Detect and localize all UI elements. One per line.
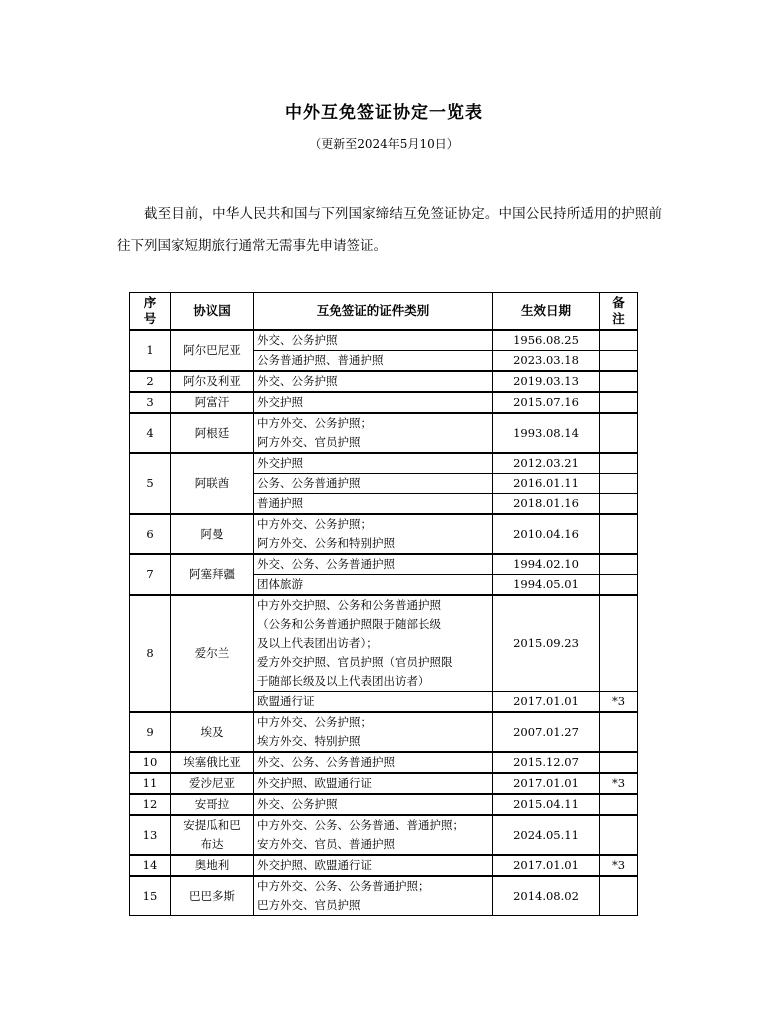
document-type-line: 外交、公务护照 <box>257 797 338 811</box>
effective-date: 2017.01.01 <box>493 855 600 876</box>
effective-date: 1994.02.10 <box>493 554 600 575</box>
row-number: 9 <box>130 712 171 752</box>
table-row <box>130 712 638 752</box>
document-types <box>254 712 493 752</box>
country-name-line: 布达 <box>200 837 224 851</box>
document-type-line: 于随部长级及以上代表团出访者） <box>257 674 430 688</box>
effective-date: 1993.08.14 <box>493 413 600 453</box>
effective-date: 2016.01.11 <box>493 474 600 494</box>
table-row <box>130 554 638 575</box>
header-doc-types: 互免签证的证件类别 <box>254 293 493 331</box>
table-row <box>130 595 638 692</box>
effective-date: 1956.08.25 <box>493 330 600 351</box>
table-row <box>130 773 638 794</box>
row-number: 12 <box>130 794 171 815</box>
document-types <box>254 773 493 794</box>
document-type-line: 中方外交、公务护照； <box>257 416 372 430</box>
note <box>600 351 638 372</box>
effective-date: 2015.09.23 <box>493 595 600 692</box>
document-types <box>254 453 493 474</box>
page-title: 中外互免签证协定一览表 <box>285 103 483 123</box>
row-number: 13 <box>130 815 171 855</box>
note <box>600 712 638 752</box>
country-name: 埃塞俄比亚 <box>171 752 254 773</box>
note <box>600 794 638 815</box>
note <box>600 876 638 916</box>
document-type-line: 外交、公务护照 <box>257 374 338 388</box>
effective-date: 2015.04.11 <box>493 794 600 815</box>
row-number: 3 <box>130 392 171 413</box>
row-number: 2 <box>130 371 171 392</box>
country-name: 阿联酋 <box>171 453 254 514</box>
document-type-line: 埃方外交、特别护照 <box>257 734 361 748</box>
document-types <box>254 351 493 372</box>
note <box>600 554 638 575</box>
document-type-line: 公务、公务普通护照 <box>257 476 361 490</box>
document-type-line: 团体旅游 <box>257 577 303 591</box>
row-number: 6 <box>130 514 171 554</box>
document-type-line: （公务和公务普通护照限于随部长级 <box>257 617 441 631</box>
update-date: （更新至2024年5月10日） <box>309 137 459 151</box>
table-row <box>130 514 638 554</box>
intro-text: 截至目前，中华人民共和国与下列国家缔结互免签证协定。中国公民持所适用的护照前往下列国家短期旅行通常无需事先申请签证。 <box>117 206 662 254</box>
note <box>600 494 638 515</box>
effective-date: 2012.03.21 <box>493 453 600 474</box>
header-no-line1: 序 <box>143 295 157 310</box>
document-types <box>254 595 493 692</box>
table-row <box>130 330 638 351</box>
note <box>600 413 638 453</box>
row-number: 15 <box>130 876 171 916</box>
country-name: 爱沙尼亚 <box>171 773 254 794</box>
table-row <box>130 453 638 474</box>
effective-date: 2017.01.01 <box>493 692 600 713</box>
country-name-line: 安提瓜和巴 <box>183 818 241 832</box>
note <box>600 453 638 474</box>
row-number: 10 <box>130 752 171 773</box>
document-type-line: 中方外交、公务护照； <box>257 715 372 729</box>
country-name: 阿尔及利亚 <box>171 371 254 392</box>
document-type-line: 阿方外交、公务和特别护照 <box>257 536 395 550</box>
effective-date: 2015.12.07 <box>493 752 600 773</box>
intro-paragraph <box>117 198 662 262</box>
document-types <box>254 794 493 815</box>
row-number: 14 <box>130 855 171 876</box>
note <box>600 392 638 413</box>
document-types <box>254 575 493 596</box>
document-type-line: 外交护照 <box>257 456 303 470</box>
document-types <box>254 855 493 876</box>
document-types <box>254 494 493 515</box>
note <box>600 595 638 692</box>
table-header-row <box>130 293 638 331</box>
table-row <box>130 392 638 413</box>
document-type-line: 中方外交护照、公务和公务普通护照 <box>257 598 441 612</box>
row-number: 4 <box>130 413 171 453</box>
note: *3 <box>600 773 638 794</box>
note: *3 <box>600 855 638 876</box>
note <box>600 371 638 392</box>
effective-date: 2017.01.01 <box>493 773 600 794</box>
document-type-line: 外交、公务、公务普通护照 <box>257 755 395 769</box>
document-type-line: 普通护照 <box>257 496 303 510</box>
document-types <box>254 330 493 351</box>
effective-date: 2014.08.02 <box>493 876 600 916</box>
country-name: 阿富汗 <box>171 392 254 413</box>
country-name <box>171 815 254 855</box>
note <box>600 575 638 596</box>
table-row <box>130 413 638 453</box>
document-type-line: 欧盟通行证 <box>257 694 315 708</box>
note <box>600 330 638 351</box>
row-number: 8 <box>130 595 171 712</box>
document-type-line: 安方外交、官员、普通护照 <box>257 837 395 851</box>
header-note-line2: 注 <box>612 311 625 326</box>
effective-date: 2018.01.16 <box>493 494 600 515</box>
effective-date: 2007.01.27 <box>493 712 600 752</box>
document-type-line: 公务普通护照、普通护照 <box>257 353 384 367</box>
document-types <box>254 474 493 494</box>
document-type-line: 中方外交、公务护照； <box>257 517 372 531</box>
document-type-line: 阿方外交、官员护照 <box>257 435 361 449</box>
table-row <box>130 794 638 815</box>
header-effective-date: 生效日期 <box>493 293 600 331</box>
document-type-line: 外交护照、欧盟通行证 <box>257 776 372 790</box>
table-row <box>130 815 638 855</box>
header-note-line1: 备 <box>612 295 625 310</box>
header-no-line2: 号 <box>143 311 157 326</box>
note <box>600 815 638 855</box>
country-name: 阿曼 <box>171 514 254 554</box>
country-name: 埃及 <box>171 712 254 752</box>
country-name: 安哥拉 <box>171 794 254 815</box>
effective-date: 2019.03.13 <box>493 371 600 392</box>
country-name: 阿尔巴尼亚 <box>171 330 254 371</box>
country-name: 巴巴多斯 <box>171 876 254 916</box>
document-types <box>254 413 493 453</box>
document-types <box>254 392 493 413</box>
document-types <box>254 371 493 392</box>
effective-date: 2015.07.16 <box>493 392 600 413</box>
note: *3 <box>600 692 638 713</box>
document-type-line: 爱方外交护照、官员护照（官员护照限 <box>257 655 453 669</box>
document-type-line: 巴方外交、官员护照 <box>257 898 361 912</box>
document-type-line: 中方外交、公务、公务普通护照； <box>257 879 430 893</box>
document-type-line: 外交护照、欧盟通行证 <box>257 858 372 872</box>
table-row <box>130 371 638 392</box>
note <box>600 752 638 773</box>
document-type-line: 外交护照 <box>257 395 303 409</box>
document-types <box>254 876 493 916</box>
document-type-line: 外交、公务、公务普通护照 <box>257 557 395 571</box>
document-types <box>254 554 493 575</box>
country-name: 阿根廷 <box>171 413 254 453</box>
note <box>600 474 638 494</box>
document-types <box>254 752 493 773</box>
country-name: 阿塞拜疆 <box>171 554 254 595</box>
document-type-line: 外交、公务护照 <box>257 333 338 347</box>
header-note <box>600 293 638 331</box>
effective-date: 2023.03.18 <box>493 351 600 372</box>
document-types <box>254 514 493 554</box>
table-row <box>130 876 638 916</box>
country-name: 奥地利 <box>171 855 254 876</box>
table-row <box>130 752 638 773</box>
effective-date: 2024.05.11 <box>493 815 600 855</box>
table-body <box>130 330 638 916</box>
row-number: 1 <box>130 330 171 371</box>
header-no <box>130 293 171 331</box>
visa-agreement-table <box>129 292 638 916</box>
row-number: 7 <box>130 554 171 595</box>
document-types <box>254 692 493 713</box>
header-country: 协议国 <box>171 293 254 331</box>
effective-date: 2010.04.16 <box>493 514 600 554</box>
document-type-line: 中方外交、公务、公务普通、普通护照； <box>257 818 464 832</box>
document-types <box>254 815 493 855</box>
country-name: 爱尔兰 <box>171 595 254 712</box>
effective-date: 1994.05.01 <box>493 575 600 596</box>
document-type-line: 及以上代表团出访者）； <box>257 636 378 650</box>
note <box>600 514 638 554</box>
row-number: 5 <box>130 453 171 514</box>
row-number: 11 <box>130 773 171 794</box>
table-row <box>130 855 638 876</box>
